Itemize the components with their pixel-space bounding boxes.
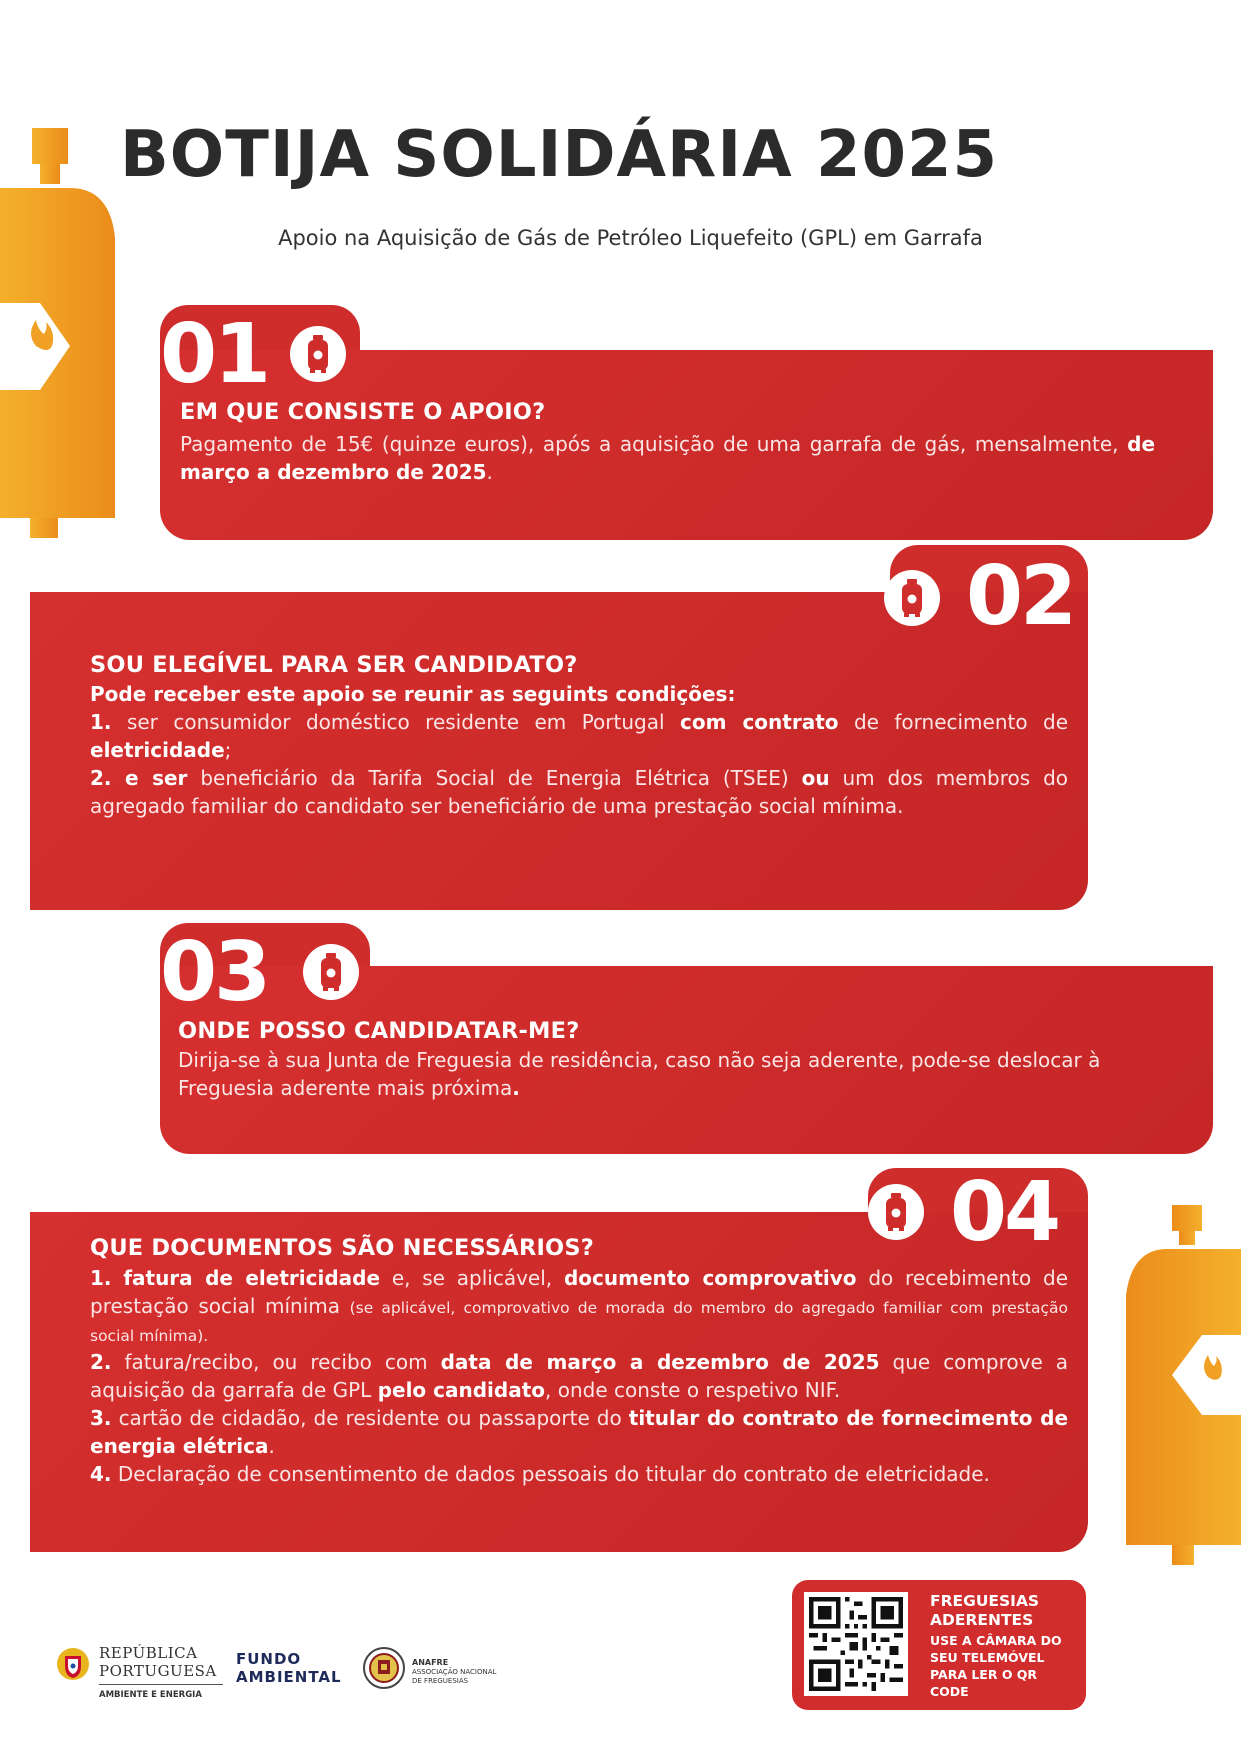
rp-line2: PORTUGUESA: [99, 1662, 217, 1680]
eligibility-item-1: 1. ser consumidor doméstico residente em Portugal com contrato de fornecimento de eletricidade;: [90, 710, 1069, 762]
section-number-01: 01: [160, 307, 269, 402]
qr-code-panel: [792, 1580, 1086, 1710]
gas-cylinder-icon: [290, 326, 346, 382]
section-body-04: [90, 1264, 1068, 1488]
fundo-ambiental-logo: [236, 1650, 346, 1700]
an-line1: ANAFRE: [412, 1658, 449, 1667]
section-body-01: Pagamento de 15€ (quinze euros), após a aquisição de uma garrafa de gás, mensalmente, de março a dezembro de 2025.: [180, 432, 1156, 484]
fa-line2: AMBIENTAL: [236, 1668, 342, 1686]
document-item-4: 4. Declaração de consentimento de dados pessoais do titular do contrato de eletricidade.: [90, 1462, 990, 1486]
section-heading-01: EM QUE CONSISTE O APOIO?: [180, 399, 546, 425]
gas-cylinder-icon: [884, 570, 940, 626]
document-item-2: 2. fatura/recibo, ou recibo com data de março a dezembro de 2025 que comprove a aquisição da garrafa de GPL pelo candidato, onde conste o respetivo NIF.: [90, 1350, 1068, 1402]
section-body-03: Dirija-se à sua Junta de Freguesia de residência, caso não seja aderente, pode-se deslocar à Freguesia aderente mais próxima.: [178, 1048, 1101, 1100]
section-number-03: 03: [160, 925, 269, 1020]
fa-line1: FUNDO: [236, 1650, 302, 1668]
page-subtitle: Apoio na Aquisição de Gás de Petróleo Liquefeito (GPL) em Garrafa: [278, 226, 983, 250]
gas-cylinder-decoration-right: [1112, 1205, 1241, 1575]
section-heading-03: ONDE POSSO CANDIDATAR-ME?: [178, 1018, 580, 1044]
section-number-04: 04: [950, 1165, 1059, 1260]
gas-cylinder-icon: [303, 944, 359, 1000]
document-item-1: 1. fatura de eletricidade e, se aplicável, documento comprovativo do recebimento de prestação social mínima (se aplicável, comprovativo de morada do membro do agregado familiar com prestação social mínima).: [90, 1266, 1069, 1345]
section-number-02: 02: [966, 549, 1075, 644]
qr-code-icon[interactable]: [804, 1592, 908, 1696]
rp-line3: AMBIENTE E ENERGIA: [99, 1690, 202, 1700]
republica-portuguesa-logo: [55, 1640, 225, 1715]
page-title: BOTIJA SOLIDÁRIA 2025: [120, 118, 999, 192]
section-heading-02: SOU ELEGÍVEL PARA SER CANDIDATO?: [90, 652, 578, 678]
qr-caption: [930, 1592, 1080, 1700]
section-heading-04: QUE DOCUMENTOS SÃO NECESSÁRIOS?: [90, 1235, 595, 1261]
eligibility-item-2: 2. e ser beneficiário da Tarifa Social de Energia Elétrica (TSEE) ou um dos membros do agregado familiar do candidato ser beneficiário de uma prestação social mínima.: [90, 766, 1069, 818]
an-line2: ASSOCIAÇÃO NACIONAL: [412, 1668, 497, 1676]
qr-title: FREGUESIAS ADERENTES: [930, 1592, 1040, 1629]
eligibility-intro: Pode receber este apoio se reunir as seguints condições:: [90, 682, 736, 706]
qr-instruction: USE A CÂMARA DO SEU TELEMÓVEL PARA LER O QR CODE: [930, 1633, 1062, 1699]
document-item-3: 3. cartão de cidadão, de residente ou passaporte do titular do contrato de fornecimento de energia elétrica.: [90, 1406, 1069, 1458]
gas-cylinder-icon: [868, 1184, 924, 1240]
anafre-logo: [362, 1642, 512, 1702]
rp-line1: REPÚBLICA: [99, 1644, 198, 1662]
an-line3: DE FREGUESIAS: [412, 1677, 469, 1685]
section-body-02: [90, 680, 1068, 820]
gas-cylinder-decoration-left: [0, 128, 130, 538]
rp-divider: [99, 1684, 223, 1685]
